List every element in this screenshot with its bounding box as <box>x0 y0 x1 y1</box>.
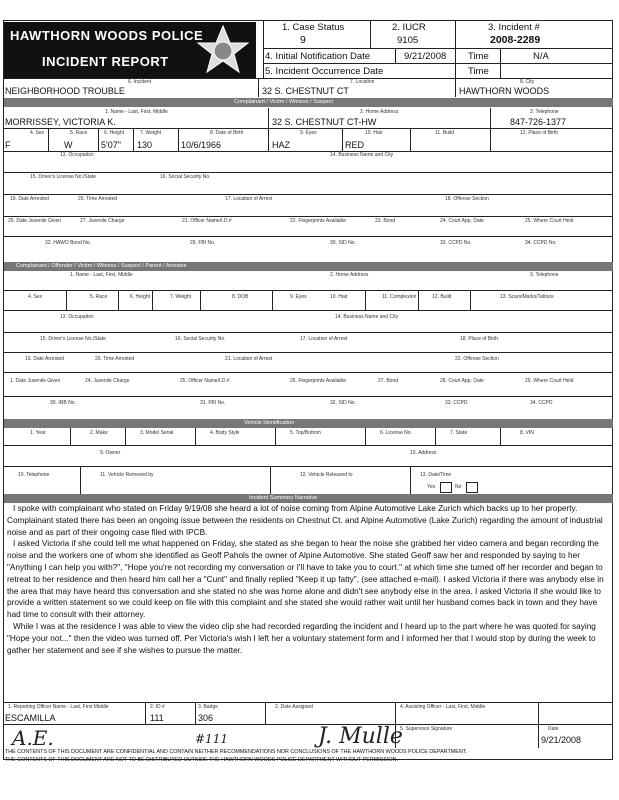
vehicle-body-label: 4. Body Style <box>210 430 240 436</box>
height-label: 6. Height <box>104 130 125 136</box>
date-juvenile-label: 26. Date Juvenile Given <box>8 218 62 224</box>
business2-label: 14. Business Name and City <box>335 314 399 320</box>
arrest-location-label: 17. Location of Arrest <box>225 196 273 202</box>
narrative-paragraph: I spoke with complainant who stated on Friday 9/19/08 she heard a lot of noise coming from Alpine Automotive Lake Zurich which backs up to her property. Complainant stated there has been an ongoing issue between the residents on Chestnut Ct. and Alpine Automotive (Lake Zurich) regarding the amount of industrial noise and as part of their ongoing case filed with IPCB. <box>7 504 603 537</box>
vehicle-state-label: 7. State <box>450 430 468 436</box>
reporting-officer-label: 1. Reporting Officer Name - Last, First Middle <box>8 704 109 710</box>
officer-id-signature: #111 <box>195 732 228 746</box>
offense-section-label: 18. Offense Section <box>445 196 489 202</box>
section-bar-offender <box>4 262 613 271</box>
bond2-label: 27. Bond <box>378 378 399 384</box>
assisting-officer-label: 4. Assisting Officer - Last, First, Middle <box>400 704 486 710</box>
ccpd2b-label: 34. CCPD <box>530 400 553 406</box>
time2-label: Time <box>468 66 489 77</box>
hair2-label: 10. Hair <box>330 294 348 300</box>
offense-section2-label: 22. Offense Section <box>455 356 499 362</box>
fingerprints-label: 22. Fingerprints Available <box>290 218 347 224</box>
vehicle-removed-label: 11. Vehicle Removed by <box>100 472 154 478</box>
agency-name: HAWTHORN WOODS POLICE <box>10 28 204 43</box>
date-assigned-label: 2. Date Assigned <box>275 704 313 710</box>
scars-label: 13. Scars/Marks/Tattoos <box>500 294 554 300</box>
hawo-bond-label: 32. HAWO Bond No. <box>45 240 91 246</box>
time-label: Time <box>468 51 489 62</box>
person-sex: F <box>5 140 11 150</box>
weight2-label: 7. Weight <box>170 294 192 300</box>
reporting-officer: ESCAMILLA <box>5 713 56 723</box>
complexion-label: 11. Complexion <box>382 294 417 300</box>
vehicle-license-label: 6. License No. <box>380 430 412 436</box>
dob2-label: 8. DOB <box>232 294 249 300</box>
place-birth2-label: 18. Place of Birth <box>460 336 499 342</box>
report-title: INCIDENT REPORT <box>42 54 169 69</box>
badge-label: 3. Badge <box>198 704 219 710</box>
name2-label: 1. Name - Last, First, Middle <box>70 272 133 278</box>
person-height: 5'07" <box>101 140 121 150</box>
location-arrest2-label: 17. Location of Arrest <box>300 336 348 342</box>
vehicle-released-label: 12. Vehicle Released to <box>300 472 353 478</box>
dl2-label: 15. Driver's License No./State <box>40 336 106 342</box>
date-arrested2-label: 19. Date Arrested <box>25 356 64 362</box>
ssn-label: 16. Social Security No. <box>160 174 211 180</box>
incident-number-value: 2008-2289 <box>490 34 541 46</box>
date-juv2-label: 1. Date Juvenile Given <box>10 378 61 384</box>
weight-label: 7. Weight <box>140 130 162 136</box>
narrative-paragraph: I asked Victoria if she could tell me what happened on Friday, she stated as she began to hear the noise she grabbed her video camera and began recording the noise and the workers one of whom she identified as Geoff Pahols the owner of Alpine Automotive. She stated Geoff saw her and responded by saying to her "Anything I can help you with?", "Hope you're not recording my conversation or I'll have to take you to court." at which time she turned off her recorder and began to retreat to her residence and then heard him call her a "Cunt" and finally replied "Keep it up fatty", (see attached e-mail). I asked Victoria if there was anybody else in the area that may have heard this conversation and she stated no she was home alone and didn't see anybody else in the area. I asked Victoria if she would like to provide a written statement so we could keep on file with this complaint and she stated she would rather wait until her husband comes back in town and they have had time to consult with their attorney. <box>7 539 604 620</box>
person-address: 32 S. CHESTNUT CT-HW <box>272 117 377 127</box>
ccpd2-label: 34. CCPD No. <box>525 240 557 246</box>
hair-label: 10. Hair <box>365 130 383 136</box>
confidentiality-notice-2: THE CONTENTS OF THIS DOCUMENT ARE NOT TO BE DISTRIBUTED OUTSIDE THE HAWTHORN WOODS POLICE DEPARTMENT WITHOUT PERMISSION. <box>5 757 398 763</box>
officer-name2-label: 25. Officer Name/I.D.# <box>180 378 230 384</box>
case-status-label: 1. Case Status <box>282 22 345 33</box>
person-hair: RED <box>345 140 365 150</box>
phone-label: 3. Telephone <box>530 109 559 115</box>
business-label: 14. Business Name and City <box>330 152 394 158</box>
fbi-label: 29. FBI No. <box>190 240 216 246</box>
phone2-label: 3. Telephone <box>530 272 559 278</box>
fbi2-label: 31. FBI No. <box>200 400 226 406</box>
report-header <box>4 22 256 78</box>
location-label: 7. Location <box>350 79 375 85</box>
irb2-label: 30. IRB No. <box>50 400 76 406</box>
where-court2-label: 29. Where Court Held <box>525 378 574 384</box>
report-date: 9/21/2008 <box>541 735 582 745</box>
vehicle-date-label: 13. Date/Time <box>420 472 452 478</box>
supervisor-label: 5. Supervisor Signature <box>400 726 453 732</box>
occurrence-date-label: 5. Incident Occurrence Date <box>265 66 384 77</box>
city-label: 8. City <box>520 79 535 85</box>
initial-notification-label: 4. Initial Notification Date <box>265 51 371 62</box>
iucr-label: 2. IUCR <box>392 22 426 33</box>
person-phone: 847-726-1377 <box>510 117 567 127</box>
narrative-section-title: Incident Summary Narrative <box>249 495 318 501</box>
height2-label: 6. Height <box>130 294 151 300</box>
person-name: MORRISSEY, VICTORIA K. <box>5 117 116 127</box>
vehicle-color-label: 5. Top/Bottom <box>290 430 321 436</box>
supervisor-signature: J. Mulle <box>318 724 403 749</box>
person-dob: 10/6/1966 <box>181 140 222 150</box>
time-value: N/A <box>533 51 549 62</box>
eyes-label: 9. Eyes <box>300 130 317 136</box>
vehicle-make-label: 2. Make <box>90 430 108 436</box>
vehicle-owner-label: 9. Owner <box>100 450 121 456</box>
race-label: 5. Race <box>70 130 88 136</box>
officer-id-label: 2. ID # <box>150 704 165 710</box>
yes-label: Yes <box>427 484 436 490</box>
incident-location: 32 S. CHESTNUT CT <box>262 86 349 96</box>
incident-number-label: 3. Incident # <box>488 22 540 33</box>
section-bar-complainant <box>4 98 613 107</box>
sid-label: 30. SID No. <box>330 240 356 246</box>
narrative-text <box>7 503 609 656</box>
person-eyes: HAZ <box>272 140 290 150</box>
officer-label: 21. Officer Name/I.D.# <box>182 218 232 224</box>
address2-label: 2. Home Address <box>330 272 369 278</box>
ccpd2a-label: 33. CCPD <box>445 400 468 406</box>
vehicle-model-label: 3. Model Serial <box>140 430 174 436</box>
iucr-value: 9105 <box>397 35 419 46</box>
eyes2-label: 9. Eyes <box>290 294 307 300</box>
officer-id: 111 <box>150 713 164 723</box>
narrative-paragraph: While I was at the residence I was able to view the video clip she had recorded regarding the incident and I heard up to the part where he was quoted for saying "Hope your not..." then the video was turned off. Per Victoria's wish I left her a voluntary statement form and I informed her that I would stop by during the week to gather her statement and see if she wishes to pursue the matter. <box>7 621 596 655</box>
court2-label: 28. Court App. Date <box>440 378 484 384</box>
time-arrested-label: 20. Time Arrested <box>78 196 118 202</box>
race2-label: 5. Race <box>90 294 108 300</box>
yes-checkbox[interactable] <box>440 482 452 493</box>
section-title-2: Complainant / Offender / Victim / Witness / Suspect / Parent / Arrestee <box>16 263 187 269</box>
police-star-icon <box>190 24 256 76</box>
fingerprints2-label: 26. Fingerprints Available <box>290 378 347 384</box>
arrest-location2-label: 21. Location of Arrest <box>225 356 273 362</box>
officer-badge: 306 <box>198 713 214 723</box>
incident-type: NEIGHBORHOOD TROUBLE <box>5 86 125 96</box>
vehicle-year-label: 1. Year <box>30 430 46 436</box>
ccpd-label: 33. CCPD No. <box>440 240 472 246</box>
vehicle-address-label: 10. Address <box>410 450 437 456</box>
juvenile-charge-label: 27. Juvenile Charge <box>80 218 125 224</box>
address-label: 2. Home Address <box>360 109 399 115</box>
date-arrested-label: 19. Date Arrested <box>10 196 49 202</box>
vehicle-section-title: Vehicle Identification <box>244 420 295 426</box>
occupation2-label: 13. Occupation <box>60 314 94 320</box>
section-bar-narrative <box>4 494 613 503</box>
section-bar-vehicle <box>4 419 613 428</box>
no-label: No <box>455 484 462 490</box>
court-date-label: 24. Court App. Date <box>440 218 484 224</box>
dob-label: 8. Date of Birth <box>210 130 244 136</box>
section-title: Complainant / Victim / Witness / Suspect <box>234 99 333 105</box>
juv-charge2-label: 24. Juvenile Charge <box>85 378 130 384</box>
person-race: W <box>64 140 73 150</box>
bond-label: 23. Bond <box>375 218 396 224</box>
incident-type-label: 6. Incident <box>128 79 152 85</box>
where-court-label: 25. Where Court Held <box>525 218 574 224</box>
build-label: 11. Build <box>435 130 455 136</box>
vehicle-telephone-label: 10. Telephone <box>18 472 50 478</box>
time-arrested2-label: 20. Time Arrested <box>95 356 135 362</box>
case-status-value: 9 <box>300 34 306 46</box>
sex-label: 4. Sex <box>30 130 45 136</box>
officer-signature: A.E. <box>12 726 54 750</box>
sid2-label: 32. SID No. <box>330 400 356 406</box>
drivers-license-label: 15. Driver's License No./State <box>30 174 96 180</box>
initial-notification-date: 9/21/2008 <box>404 51 447 62</box>
no-checkbox[interactable] <box>466 482 478 493</box>
name-label: 1. Name - Last, First, Middle <box>105 109 168 115</box>
sex2-label: 4. Sex <box>28 294 43 300</box>
build2-label: 12. Build <box>432 294 452 300</box>
occupation-label: 13. Occupation <box>60 152 94 158</box>
ssn2-label: 16. Social Security No. <box>175 336 226 342</box>
place-of-birth-label: 12. Place of Birth <box>520 130 559 136</box>
confidentiality-notice-1: THE CONTENTS OF THIS DOCUMENT ARE CONFIDENTIAL AND CONTAIN NEITHER RECOMMENDATIONS NOR CONCLUSIONS OF THE HAWTHORN WOODS POLICE DEPARTMENT. <box>5 749 467 755</box>
vehicle-vin-label: 8. VIN <box>520 430 534 436</box>
person-weight: 130 <box>137 140 153 150</box>
date-label: Date <box>548 726 559 732</box>
incident-city: HAWTHORN WOODS <box>459 86 550 96</box>
